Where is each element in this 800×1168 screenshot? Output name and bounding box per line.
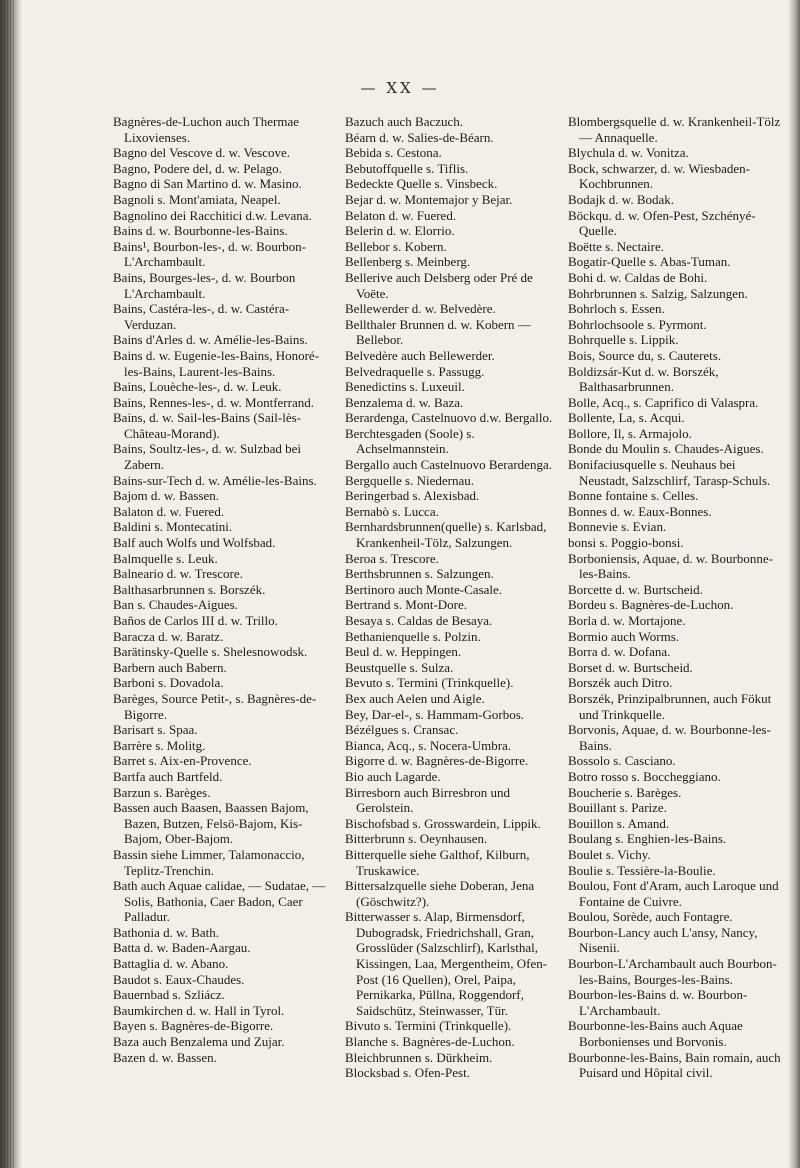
index-entry: Borszék, Prinzipalbrunnen, auch Fökut und Trinkquelle. — [568, 690, 772, 722]
index-entry: Benzalema d. w. Baza. — [345, 394, 464, 410]
index-entry: Bonnes d. w. Eaux-Bonnes. — [568, 503, 712, 519]
index-entry: Béarn d. w. Salies-de-Béarn. — [345, 129, 494, 145]
index-entry: Bathonia d. w. Bath. — [113, 924, 220, 940]
index-entry: Bivuto s. Termini (Trinkquelle). — [345, 1018, 512, 1034]
index-entry: bonsi s. Poggio-bonsi. — [568, 535, 684, 551]
index-entry: Bourbonne-les-Bains auch Aquae Borbonienses und Borvonis. — [568, 1018, 743, 1050]
index-entry: Barzun s. Barèges. — [113, 784, 211, 800]
index-entry: Bergquelle s. Niedernau. — [345, 472, 474, 488]
index-entry: Bains d. w. Eugenie-les-Bains, Honoré-les-Bains, Laurent-les-Bains. — [113, 347, 320, 379]
index-entry: Boulet s. Vichy. — [568, 846, 651, 862]
index-entry: Beroa s. Trescore. — [345, 550, 439, 566]
index-entry: Bertinoro auch Monte-Casale. — [345, 581, 503, 597]
index-entry: Beringerbad s. Alexisbad. — [345, 488, 480, 504]
index-entry: Balneario d. w. Trescore. — [113, 566, 243, 582]
index-entry: Bohrbrunnen s. Salzig, Salzungen. — [568, 285, 748, 301]
index-entry: Besaya s. Caldas de Besaya. — [345, 613, 493, 628]
index-entry: Baudot s. Eaux-Chaudes. — [113, 971, 245, 987]
index-entry: Bohrlochsoole s. Pyrmont. — [568, 316, 707, 332]
index-entry: Bey, Dar-el-, s. Hammam-Gorbos. — [345, 706, 525, 722]
index-entry: Barbern auch Babern. — [113, 659, 227, 675]
index-entry: Bourbon-les-Bains d. w. Bourbon-L'Archambault. — [568, 987, 748, 1018]
index-entry: Bertrand s. Mont-Dore. — [345, 597, 468, 613]
index-entry: Barätinsky-Quelle s. Shelesnowodsk. — [113, 644, 308, 660]
index-entry: Bouillon s. Amand. — [568, 815, 670, 831]
index-entry: Bagno di San Martino d. w. Masino. — [113, 176, 302, 192]
index-entry: Bassin siehe Limmer, Talamonaccio, Teplitz-Trenchin. — [113, 846, 305, 878]
index-entry: Bodajk d. w. Bodak. — [568, 191, 675, 207]
index-entry: Barboni s. Dovadola. — [113, 675, 224, 691]
index-entry: Bebida s. Cestona. — [345, 145, 442, 161]
index-entry: Bassen auch Baasen, Baassen Bajom, Bazen, Butzen, Felsö-Bajom, Kis-Bajom, Ober-Bajom. — [113, 800, 309, 847]
index-entry: Baumkirchen d. w. Hall in Tyrol. — [113, 1002, 285, 1018]
index-entry: Boëtte s. Nectaire. — [568, 238, 665, 254]
index-entry: Bejar d. w. Montemajor y Bejar. — [345, 191, 513, 207]
index-entry: Bianca, Acq., s. Nocera-Umbra. — [345, 737, 512, 753]
index-entry: Blychula d. w. Vonitza. — [568, 145, 689, 161]
index-entry: Bouillant s. Parize. — [568, 800, 667, 816]
index-entry: Baracza d. w. Baratz. — [113, 628, 224, 644]
index-entry: Bauernbad s. Szliácz. — [113, 987, 225, 1003]
index-entry: Boulou, Font d'Aram, auch Laroque und Fontaine de Cuivre. — [568, 878, 779, 909]
index-entry: Bagno del Vescove d. w. Vescove. — [113, 145, 291, 161]
index-entry: Benedictins s. Luxeuil. — [345, 379, 465, 395]
index-entry: Boulang s. Enghien-les-Bains. — [568, 831, 727, 847]
index-entry: Bains, Bourges-les-, d. w. Bourbon L'Archambault. — [113, 269, 296, 301]
index-entry: Borset d. w. Burtscheid. — [568, 659, 693, 675]
index-entry: Bagnolino dei Racchitici d.w. Levana. — [113, 207, 312, 223]
index-entry: Bergallo auch Castelnuovo Berardenga. — [345, 457, 552, 473]
index-entry: Bois, Source du, s. Cauterets. — [568, 347, 722, 363]
index-entry: Bains-sur-Tech d. w. Amélie-les-Bains. — [113, 472, 317, 488]
index-entry: Belvedère auch Bellewerder. — [345, 347, 495, 363]
column-3 — [568, 114, 786, 1081]
index-entry: Bains, Rennes-les-, d. w. Montferrand. — [113, 394, 314, 410]
index-entry: Barret s. Aix-en-Provence. — [113, 753, 252, 769]
index-entry: Bernhardsbrunnen(quelle) s. Karlsbad, Krankenheil-Tölz, Salzungen. — [345, 519, 547, 551]
index-entry: Bellenberg s. Meinberg. — [345, 254, 471, 270]
index-entry: Bézélgues s. Cransac. — [345, 722, 459, 738]
index-entry: Belerin d. w. Elorrio. — [345, 223, 455, 239]
index-entry: Bellthaler Brunnen d. w. Kobern — Bellebor. — [345, 316, 531, 348]
index-entry: Blocksbad s. Ofen-Pest. — [345, 1065, 470, 1081]
index-entry: Barisart s. Spaa. — [113, 722, 198, 738]
index-entry: Boucherie s. Barèges. — [568, 784, 682, 800]
index-entry: Bedeckte Quelle s. Vinsbeck. — [345, 176, 498, 192]
index-entry: Beul d. w. Heppingen. — [345, 644, 462, 660]
index-entry: Bains¹, Bourbon-les-, d. w. Bourbon-L'Archambault. — [113, 238, 306, 270]
index-entry: Belvedraquelle s. Passugg. — [345, 363, 485, 379]
index-entry: Barrère s. Molitg. — [113, 737, 206, 753]
index-entry: Bains, d. w. Sail-les-Bains (Sail-lès-Château-Morand). — [113, 410, 301, 441]
index-entry: Batta d. w. Baden-Aargau. — [113, 940, 251, 956]
index-entry: Böckqu. d. w. Ofen-Pest, Szchényé-Quelle. — [568, 207, 756, 239]
page-edge-right — [788, 0, 800, 1168]
index-entry: Bossolo s. Casciano. — [568, 753, 676, 769]
index-entry: Bio auch Lagarde. — [345, 768, 441, 784]
index-entry: Balf auch Wolfs und Wolfsbad. — [113, 535, 276, 551]
index-entry: Bains d. w. Bourbonne-les-Bains. — [113, 223, 288, 239]
index-entry: Boulou, Sorède, auch Fontagre. — [568, 909, 733, 925]
index-entry: Bonne fontaine s. Celles. — [568, 488, 699, 504]
index-entry: Boulie s. Tessière-la-Boulie. — [568, 862, 716, 878]
index-entry: Borboniensis, Aquae, d. w. Bourbonne-les-Bains. — [568, 550, 773, 582]
index-entry: Berardenga, Castelnuovo d.w. Bergallo. — [345, 410, 553, 426]
index-entry: Baños de Carlos III d. w. Trillo. — [113, 613, 278, 628]
index-entry: Bex auch Aelen und Aigle. — [345, 690, 485, 706]
index-entry: Bernabò s. Lucca. — [345, 503, 439, 519]
index-entry: Bath auch Aquae calidae, — Sudatae, — Solis, Bathonia, Caer Badon, Caer Palladur. — [113, 878, 326, 925]
index-entry: Blanche s. Bagnères-de-Luchon. — [345, 1034, 515, 1050]
index-entry: Bitterquelle siehe Galthof, Kilburn, Truskawice. — [345, 846, 530, 878]
page-number: — XX — — [360, 79, 440, 97]
index-entry: Baldini s. Montecatini. — [113, 519, 233, 535]
index-entry: Beustquelle s. Sulza. — [345, 659, 454, 675]
index-entry: Bains, Soultz-les-, d. w. Sulzbad bei Zabern. — [113, 441, 301, 473]
index-entry: Bock, schwarzer, d. w. Wiesbaden-Kochbrunnen. — [568, 160, 750, 192]
index-entry: Blombergsquelle d. w. Krankenheil-Tölz — Annaquelle. — [568, 114, 781, 145]
index-entry: Bazuch auch Baczuch. — [345, 114, 464, 129]
index-entry: Bonifaciusquelle s. Neuhaus bei Neustadt, Salzschlirf, Tarasp-Schuls. — [568, 457, 771, 488]
index-entry: Battaglia d. w. Abano. — [113, 956, 229, 972]
index-entry: Birresborn auch Birresbron und Gerolstein. — [345, 784, 510, 816]
index-entry: Bogatir-Quelle s. Abas-Tuman. — [568, 254, 731, 270]
index-entry: Barèges, Source Petit-, s. Bagnères-de-Bigorre. — [113, 690, 317, 722]
index-entry: Bigorre d. w. Bagnères-de-Bigorre. — [345, 753, 529, 769]
index-entry: Bourbonne-les-Bains, Bain romain, auch Puisard und Hôpital civil. — [568, 1049, 781, 1081]
index-entry: Bourbon-L'Archambault auch Bourbon-les-Bains, Bourges-les-Bains. — [568, 956, 777, 987]
column-2 — [345, 114, 563, 1081]
index-entry: Bohrquelle s. Lippik. — [568, 332, 679, 348]
index-entry: Balaton d. w. Fuered. — [113, 503, 225, 519]
index-entry: Baza auch Benzalema und Zujar. — [113, 1034, 285, 1050]
index-entry: Bonde du Moulin s. Chaudes-Aigues. — [568, 441, 764, 457]
index-entry: Bittersalzquelle siehe Doberan, Jena (Göschwitz?). — [345, 878, 535, 909]
index-entry: Bajom d. w. Bassen. — [113, 488, 220, 504]
index-entry: Bains, Castéra-les-, d. w. Castéra-Verduzan. — [113, 301, 290, 332]
binding-shadow — [4, 0, 14, 1168]
index-entry: Bolle, Acq., s. Caprifico di Valaspra. — [568, 394, 759, 410]
index-entry: Belaton d. w. Fuered. — [345, 207, 457, 223]
index-entry: Ban s. Chaudes-Aigues. — [113, 597, 238, 613]
index-entry: Bagnères-de-Luchon auch Thermae Lixovienses. — [113, 114, 300, 145]
index-entry: Bartfa auch Bartfeld. — [113, 768, 223, 784]
index-entry: Bethanienquelle s. Polzin. — [345, 628, 481, 644]
index-entry: Balmquelle s. Leuk. — [113, 550, 218, 566]
index-entry: Bourbon-Lancy auch L'ansy, Nancy, Nisenii. — [568, 924, 758, 956]
index-entry: Bevuto s. Termini (Trinkquelle). — [345, 675, 514, 691]
index-entry: Bleichbrunnen s. Dürkheim. — [345, 1049, 493, 1065]
index-entry: Borvonis, Aquae, d. w. Bourbonne-les-Bains. — [568, 722, 771, 753]
index-entry: Bellebor s. Kobern. — [345, 238, 447, 254]
column-1 — [113, 114, 331, 1065]
index-entry: Bains, Louèche-les-, d. w. Leuk. — [113, 379, 282, 395]
index-entry: Bischofsbad s. Grosswardein, Lippik. — [345, 815, 541, 831]
index-entry: Bordeu s. Bagnères-de-Luchon. — [568, 597, 734, 613]
index-entry: Bollore, Il, s. Armajolo. — [568, 425, 692, 441]
index-entry: Bagnoli s. Mont'amiata, Neapel. — [113, 191, 281, 207]
index-entry: Bormio auch Worms. — [568, 628, 680, 644]
index-entry: Bazen d. w. Bassen. — [113, 1049, 217, 1065]
index-entry: Bohi d. w. Caldas de Bohi. — [568, 269, 708, 285]
index-entry: Balthasarbrunnen s. Borszék. — [113, 581, 266, 597]
index-entry: Bonnevie s. Evian. — [568, 519, 667, 535]
index-entry: Bellewerder d. w. Belvedère. — [345, 301, 496, 317]
index-entry: Bebutoffquelle s. Tiflis. — [345, 160, 469, 176]
index-entry: Bellerive auch Delsberg oder Pré de Voëte. — [345, 269, 533, 301]
index-entry: Botro rosso s. Boccheggiano. — [568, 768, 721, 784]
index-entry: Bagno, Podere del, d. w. Pelago. — [113, 160, 282, 176]
index-entry: Bains d'Arles d. w. Amélie-les-Bains. — [113, 332, 308, 348]
index-entry: Borcette d. w. Burtscheid. — [568, 581, 703, 597]
index-entry: Borla d. w. Mortajone. — [568, 613, 686, 628]
index-entry: Bitterwasser s. Alap, Birmensdorf, Dubogradsk, Friedrichshall, Gran, Grosslüder (Salzschlirf), Karlsthal, Kissingen, Laa, Mergentheim, Ofen-Post (16 Quellen), Orel, Paipa, Pernikarka, Püllna, Roggendorf, Saidschütz, Steinwasser, Tür. — [345, 909, 548, 1018]
index-entry: Borszék auch Ditro. — [568, 675, 673, 691]
index-entry: Bollente, La, s. Acqui. — [568, 410, 685, 426]
index-entry: Bayen s. Bagnères-de-Bigorre. — [113, 1018, 274, 1034]
index-entry: Berchtesgaden (Soole) s. Achselmannstein. — [345, 425, 475, 457]
index-entry: Borra d. w. Dofana. — [568, 644, 671, 660]
index-entry: Boldizsár-Kut d. w. Borszék, Balthasarbrunnen. — [568, 363, 719, 395]
index-entry: Bohrloch s. Essen. — [568, 301, 665, 317]
index-entry: Bitterbrunn s. Oeynhausen. — [345, 831, 488, 847]
index-entry: Berthsbrunnen s. Salzungen. — [345, 566, 494, 582]
